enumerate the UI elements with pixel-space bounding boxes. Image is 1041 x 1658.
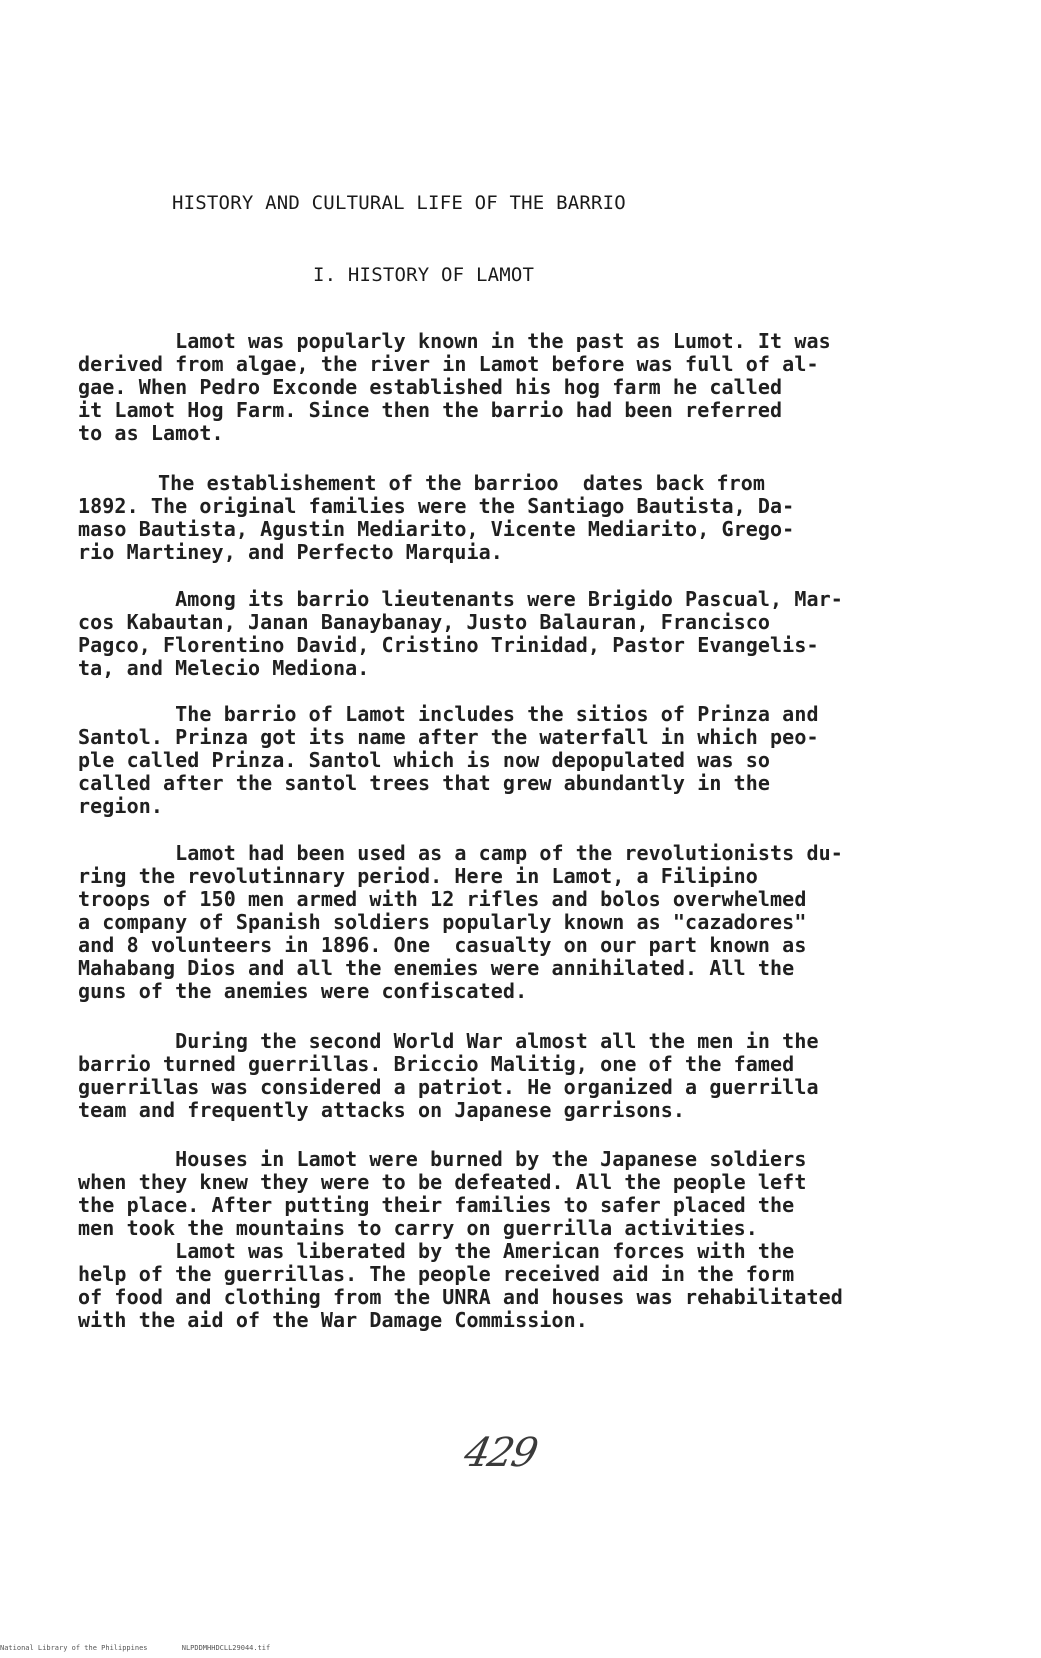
text-line: when they knew they were to be defeated. All the people left (78, 1170, 807, 1194)
text-line: a company of Spanish soldiers popularly known as "cazadores" (78, 910, 807, 934)
text-line: of food and clothing from the UNRA and houses was rehabilitated (78, 1285, 843, 1309)
scan-footer (0, 1644, 1041, 1652)
text-line: derived from algae, the river in Lamot before was full of al- (78, 352, 819, 376)
text-line: men took the mountains to carry on guerrilla activities. (78, 1216, 758, 1240)
text-line: barrio turned guerrillas. Briccio Malitig, one of the famed (78, 1052, 795, 1076)
text-line: guerrillas was considered a patriot. He organized a guerrilla (78, 1075, 819, 1099)
text-line: Houses in Lamot were burned by the Japanese soldiers (78, 1147, 807, 1171)
text-line: cos Kabautan, Janan Banaybanay, Justo Balauran, Francisco (78, 610, 771, 634)
paragraph-3 (78, 588, 968, 680)
footer-file-id: NLPDDMHHDCLL29044.tif (181, 1644, 271, 1652)
paragraph-5 (78, 842, 968, 1003)
text-line: 1892. The original families were the Santiago Bautista, Da- (78, 494, 795, 518)
section-title: I. HISTORY OF LAMOT (313, 264, 535, 286)
text-line: Mahabang Dios and all the enemies were annihilated. All the (78, 956, 795, 980)
footer-library: National Library of the Philippines (0, 1644, 148, 1652)
text-line: maso Bautista, Agustin Mediarito, Vicente Mediarito, Grego- (78, 517, 795, 541)
paragraph-1 (78, 330, 968, 445)
text-line: troops of 150 men armed with 12 rifles and bolos overwhelmed (78, 887, 807, 911)
text-line: with the aid of the War Damage Commission. (78, 1308, 588, 1332)
text-line: Among its barrio lieutenants were Brigido Pascual, Mar- (78, 587, 843, 611)
text-line: Santol. Prinza got its name after the waterfall in which peo- (78, 725, 819, 749)
text-line: the place. After putting their families to safer placed the (78, 1193, 795, 1217)
text-line: Lamot was popularly known in the past as Lumot. It was (78, 329, 831, 353)
text-line: region. (78, 794, 163, 818)
text-line: it Lamot Hog Farm. Since then the barrio had been referred (78, 398, 783, 422)
text-line: to as Lamot. (78, 421, 224, 445)
paragraph-2-first (158, 472, 1041, 495)
text-line: and 8 volunteers in 1896. One casualty on our part known as (78, 933, 807, 957)
text-line: The barrio of Lamot includes the sitios of Prinza and (78, 702, 819, 726)
paragraph-6 (78, 1030, 968, 1122)
handwritten-page-number: 429 (460, 1430, 541, 1476)
text-line: ring the revolutinnary period. Here in Lamot, a Filipino (78, 864, 758, 888)
text-line: Lamot had been used as a camp of the revolutionists du- (78, 841, 843, 865)
text-line: The establishement of the barrioo dates back from (158, 471, 766, 495)
text-line: Pagco, Florentino David, Cristino Trinidad, Pastor Evangelis- (78, 633, 819, 657)
paragraph-2 (78, 495, 968, 564)
document-title: HISTORY AND CULTURAL LIFE OF THE BARRIO (172, 192, 626, 214)
text-line: During the second World War almost all the men in the (78, 1029, 819, 1053)
text-line: called after the santol trees that grew abundantly in the (78, 771, 771, 795)
text-line: help of the guerrillas. The people received aid in the form (78, 1262, 795, 1286)
text-line: guns of the anemies were confiscated. (78, 979, 528, 1003)
text-line: Lamot was liberated by the American forces with the (78, 1239, 795, 1263)
text-line: ta, and Melecio Mediona. (78, 656, 370, 680)
paragraph-4 (78, 703, 968, 818)
text-line: team and frequently attacks on Japanese garrisons. (78, 1098, 686, 1122)
text-line: ple called Prinza. Santol which is now depopulated was so (78, 748, 771, 772)
text-line: gae. When Pedro Exconde established his hog farm he called (78, 375, 783, 399)
paragraph-7 (78, 1148, 968, 1332)
text-line: rio Martiney, and Perfecto Marquia. (78, 540, 503, 564)
